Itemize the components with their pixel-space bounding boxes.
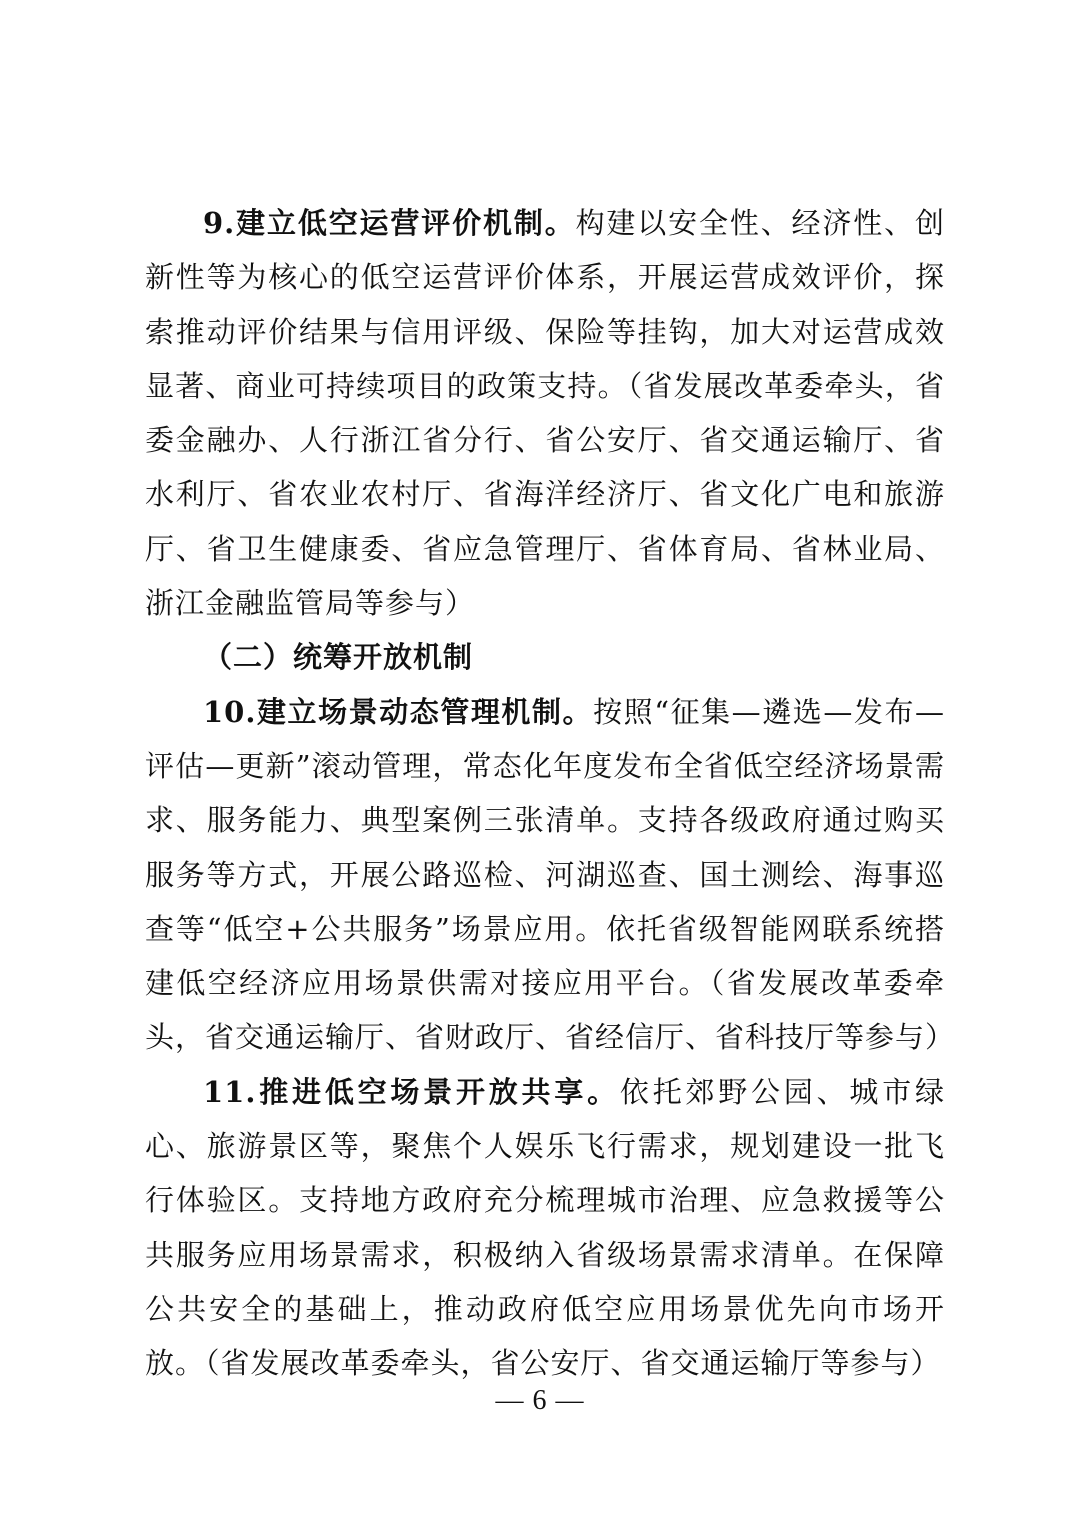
item-10: [145, 685, 956, 1065]
item-10-title: 10.建立场景动态管理机制。: [203, 694, 594, 729]
document-body: [145, 196, 956, 1391]
page-number: — 6 —: [495, 1385, 585, 1416]
item-9-body: 构建以安全性、经济性、创新性等为核心的低空运营评价体系，开展运营成效评价，探索推动评价结果与信用评级、保险等挂钩，加大对运营成效显著、商业可持续项目的政策支持。（省发展改革委牵头，省委金融办、人行浙江省分行、省公安厅、省交通运输厅、省水利厅、省农业农村厅、省海洋经济厅、省文化广电和旅游厅、省卫生健康委、省应急管理厅、省体育局、省林业局、浙江金融监管局等参与）: [145, 206, 945, 621]
item-9-title: 9.建立低空运营评价机制。: [203, 206, 576, 240]
section-heading: （二）统筹开放机制: [203, 640, 474, 675]
item-11: [145, 1065, 945, 1391]
item-10-body: 按照“征集—遴选—发布—评估—更新”滚动管理，常态化年度发布全省低空经济场景需求、服务能力、典型案例三张清单。支持各级政府通过购买服务等方式，开展公路巡检、河湖巡查、国土测绘、海事巡查等“低空+公共服务”场景应用。依托省级智能网联系统搭建低空经济应用场景供需对接应用平台。（省发展改革委牵头，省交通运输厅、省财政厅、省经信厅、省科技厅等参与）: [145, 694, 956, 1055]
item-11-title: 11.推进低空场景开放共享。: [203, 1074, 620, 1109]
item-9: [145, 196, 945, 630]
item-11-body: 依托郊野公园、城市绿心、旅游景区等，聚焦个人娱乐飞行需求，规划建设一批飞行体验区。支持地方政府充分梳理城市治理、应急救援等公共服务应用场景需求，积极纳入省级场景需求清单。在保障公共安全的基础上，推动政府低空应用场景优先向市场开放。（省发展改革委牵头，省公安厅、省交通运输厅等参与）: [145, 1074, 945, 1381]
